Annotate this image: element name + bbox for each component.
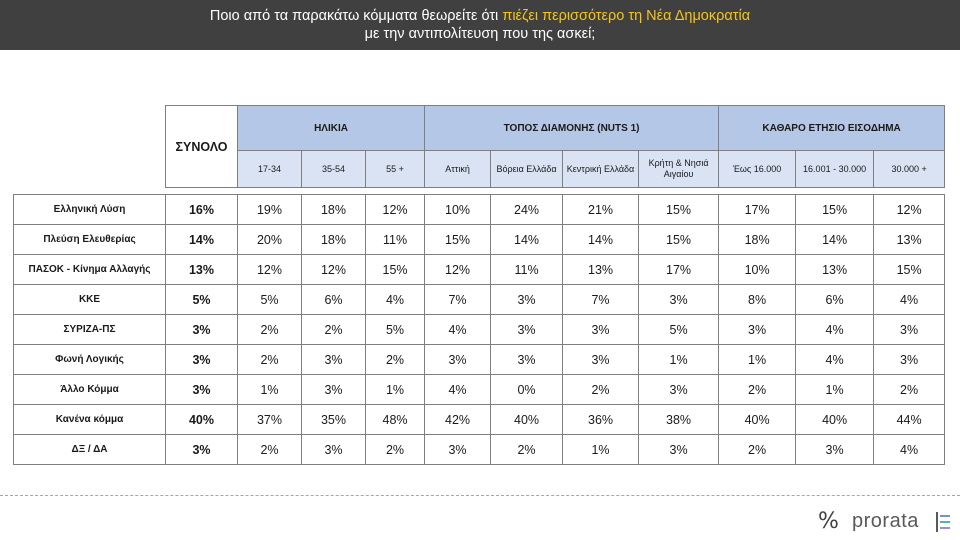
value-cell: 1% — [639, 345, 719, 375]
total-cell: 3% — [166, 315, 238, 345]
value-cell: 14% — [491, 225, 563, 255]
value-cell: 19% — [238, 195, 302, 225]
value-cell: 3% — [425, 345, 491, 375]
value-cell: 2% — [238, 435, 302, 465]
value-cell: 38% — [639, 405, 719, 435]
value-cell: 15% — [366, 255, 425, 285]
row-label: Πλεύση Ελευθερίας — [14, 225, 166, 255]
value-cell: 3% — [563, 345, 639, 375]
value-cell: 4% — [874, 435, 945, 465]
row-label: ΠΑΣΟΚ - Κίνημα Αλλαγής — [14, 255, 166, 285]
total-cell: 3% — [166, 345, 238, 375]
value-cell: 24% — [491, 195, 563, 225]
value-cell: 4% — [366, 285, 425, 315]
value-cell: 2% — [563, 375, 639, 405]
column-header: Κρήτη & Νησιά Αιγαίου — [639, 151, 719, 188]
column-header: 55 + — [366, 151, 425, 188]
value-cell: 2% — [366, 345, 425, 375]
total-cell: 14% — [166, 225, 238, 255]
value-cell: 4% — [425, 315, 491, 345]
value-cell: 8% — [719, 285, 796, 315]
group-header-row — [14, 106, 945, 151]
value-cell: 40% — [796, 405, 874, 435]
value-cell: 13% — [874, 225, 945, 255]
value-cell: 17% — [719, 195, 796, 225]
percent-logo-icon: % — [818, 509, 839, 534]
total-cell: 40% — [166, 405, 238, 435]
value-cell: 4% — [425, 375, 491, 405]
table-row — [14, 345, 945, 375]
value-cell: 14% — [796, 225, 874, 255]
title-line-2: με την αντιπολίτευση που της ασκεί; — [364, 26, 596, 42]
value-cell: 3% — [425, 435, 491, 465]
title-banner — [0, 0, 960, 50]
value-cell: 5% — [366, 315, 425, 345]
title-highlight: πιέζει περισσότερο τη Νέα Δημοκρατία — [502, 8, 751, 24]
value-cell: 18% — [302, 225, 366, 255]
value-cell: 15% — [425, 225, 491, 255]
title-line-1 — [0, 7, 960, 25]
value-cell: 6% — [302, 285, 366, 315]
table-row — [14, 315, 945, 345]
value-cell: 2% — [491, 435, 563, 465]
value-cell: 3% — [639, 435, 719, 465]
table-row — [14, 255, 945, 285]
value-cell: 12% — [874, 195, 945, 225]
value-cell: 10% — [719, 255, 796, 285]
title-text: Ποιο από τα παρακάτω κόμματα θεωρείτε ότι — [209, 8, 503, 24]
value-cell: 1% — [238, 375, 302, 405]
value-cell: 18% — [302, 195, 366, 225]
value-cell: 12% — [302, 255, 366, 285]
value-cell: 5% — [238, 285, 302, 315]
value-cell: 1% — [796, 375, 874, 405]
value-cell: 20% — [238, 225, 302, 255]
value-cell: 4% — [796, 315, 874, 345]
value-cell: 3% — [302, 375, 366, 405]
group-header: ΗΛΙΚΙΑ — [238, 106, 425, 151]
value-cell: 3% — [796, 435, 874, 465]
value-cell: 5% — [639, 315, 719, 345]
value-cell: 18% — [719, 225, 796, 255]
value-cell: 3% — [302, 345, 366, 375]
value-cell: 40% — [491, 405, 563, 435]
value-cell: 15% — [639, 195, 719, 225]
value-cell: 3% — [874, 315, 945, 345]
value-cell: 3% — [491, 285, 563, 315]
group-header: ΤΟΠΟΣ ΔΙΑΜΟΝΗΣ (NUTS 1) — [425, 106, 719, 151]
table-row — [14, 435, 945, 465]
value-cell: 6% — [796, 285, 874, 315]
value-cell: 12% — [425, 255, 491, 285]
value-cell: 10% — [425, 195, 491, 225]
value-cell: 3% — [719, 315, 796, 345]
value-cell: 3% — [491, 345, 563, 375]
column-header: 17-34 — [238, 151, 302, 188]
value-cell: 15% — [874, 255, 945, 285]
value-cell: 3% — [563, 315, 639, 345]
table-row — [14, 225, 945, 255]
value-cell: 7% — [563, 285, 639, 315]
value-cell: 14% — [563, 225, 639, 255]
value-cell: 15% — [796, 195, 874, 225]
row-label: ΣΥΡΙΖΑ-ΠΣ — [14, 315, 166, 345]
value-cell: 21% — [563, 195, 639, 225]
row-label: Φωνή Λογικής — [14, 345, 166, 375]
column-header: 30.000 + — [874, 151, 945, 188]
value-cell: 2% — [366, 435, 425, 465]
value-cell: 12% — [238, 255, 302, 285]
table-row — [14, 195, 945, 225]
footer-divider — [0, 495, 960, 496]
value-cell: 2% — [302, 315, 366, 345]
value-cell: 2% — [874, 375, 945, 405]
column-header: 35-54 — [302, 151, 366, 188]
table-row — [14, 285, 945, 315]
table-row — [14, 375, 945, 405]
value-cell: 3% — [874, 345, 945, 375]
row-label: Κανένα κόμμα — [14, 405, 166, 435]
total-cell: 5% — [166, 285, 238, 315]
value-cell: 1% — [563, 435, 639, 465]
brand-bars-icon — [936, 512, 950, 532]
value-cell: 2% — [719, 435, 796, 465]
column-header: 16.001 - 30.000 — [796, 151, 874, 188]
value-cell: 7% — [425, 285, 491, 315]
total-column-header: ΣΥΝΟΛΟ — [166, 106, 238, 188]
column-header: Αττική — [425, 151, 491, 188]
value-cell: 15% — [639, 225, 719, 255]
value-cell: 17% — [639, 255, 719, 285]
total-cell: 16% — [166, 195, 238, 225]
brand-logo-text: prorata — [852, 510, 919, 532]
value-cell: 48% — [366, 405, 425, 435]
header-blank-cell — [14, 106, 166, 188]
value-cell: 3% — [302, 435, 366, 465]
group-header: ΚΑΘΑΡΟ ΕΤΗΣΙΟ ΕΙΣΟΔΗΜΑ — [719, 106, 945, 151]
total-cell: 3% — [166, 375, 238, 405]
row-label: ΔΞ / ΔΑ — [14, 435, 166, 465]
value-cell: 12% — [366, 195, 425, 225]
value-cell: 42% — [425, 405, 491, 435]
value-cell: 37% — [238, 405, 302, 435]
value-cell: 11% — [491, 255, 563, 285]
value-cell: 11% — [366, 225, 425, 255]
value-cell: 2% — [238, 345, 302, 375]
row-label: Άλλο Κόμμα — [14, 375, 166, 405]
value-cell: 3% — [491, 315, 563, 345]
header-gap-cell — [14, 188, 945, 195]
value-cell: 3% — [639, 375, 719, 405]
value-cell: 44% — [874, 405, 945, 435]
column-header: Έως 16.000 — [719, 151, 796, 188]
table-row — [14, 405, 945, 435]
value-cell: 0% — [491, 375, 563, 405]
total-cell: 3% — [166, 435, 238, 465]
row-label: ΚΚΕ — [14, 285, 166, 315]
crosstab-table — [13, 105, 945, 465]
column-header: Βόρεια Ελλάδα — [491, 151, 563, 188]
value-cell: 35% — [302, 405, 366, 435]
row-label: Ελληνική Λύση — [14, 195, 166, 225]
header-gap — [14, 188, 945, 195]
value-cell: 2% — [719, 375, 796, 405]
value-cell: 1% — [366, 375, 425, 405]
value-cell: 2% — [238, 315, 302, 345]
value-cell: 36% — [563, 405, 639, 435]
value-cell: 40% — [719, 405, 796, 435]
value-cell: 3% — [639, 285, 719, 315]
value-cell: 4% — [796, 345, 874, 375]
value-cell: 13% — [563, 255, 639, 285]
value-cell: 13% — [796, 255, 874, 285]
total-cell: 13% — [166, 255, 238, 285]
column-header: Κεντρική Ελλάδα — [563, 151, 639, 188]
value-cell: 1% — [719, 345, 796, 375]
value-cell: 4% — [874, 285, 945, 315]
